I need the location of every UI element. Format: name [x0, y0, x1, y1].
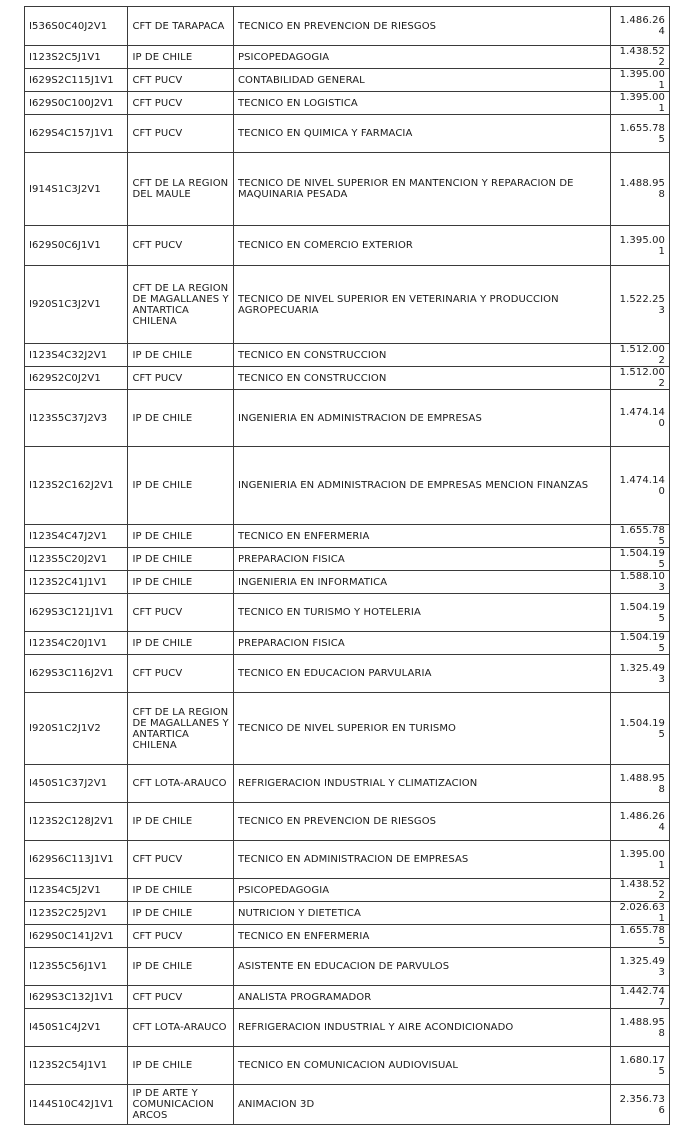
amount-cell: 1.504.195 — [610, 594, 669, 632]
amount-cell: 1.325.493 — [610, 655, 669, 693]
program-name-cell: INGENIERIA EN ADMINISTRACION DE EMPRESAS MENCION FINANZAS — [233, 447, 610, 525]
table-row — [25, 632, 670, 655]
amount-cell: 1.655.785 — [610, 115, 669, 153]
program-code-cell: I123S4C32J2V1 — [25, 344, 128, 367]
program-name-cell: TECNICO EN PREVENCION DE RIESGOS — [233, 7, 610, 46]
amount-cell: 1.512.002 — [610, 367, 669, 390]
program-name-cell: PREPARACION FISICA — [233, 548, 610, 571]
program-name-cell: ANALISTA PROGRAMADOR — [233, 986, 610, 1009]
amount-cell: 1.504.195 — [610, 693, 669, 765]
institution-cell: CFT PUCV — [128, 986, 233, 1009]
table-row — [25, 948, 670, 986]
amount-cell: 1.680.175 — [610, 1047, 669, 1085]
program-name-cell: CONTABILIDAD GENERAL — [233, 69, 610, 92]
institution-cell: IP DE CHILE — [128, 879, 233, 902]
institution-cell: IP DE CHILE — [128, 803, 233, 841]
program-name-cell: TECNICO EN ENFERMERIA — [233, 525, 610, 548]
institution-cell: IP DE CHILE — [128, 1047, 233, 1085]
program-code-cell: I123S2C162J2V1 — [25, 447, 128, 525]
table-row — [25, 226, 670, 266]
program-name-cell: TECNICO EN COMUNICACION AUDIOVISUAL — [233, 1047, 610, 1085]
institution-cell: CFT DE LA REGION DE MAGALLANES Y ANTARTICA CHILENA — [128, 693, 233, 765]
program-code-cell: I629S3C121J1V1 — [25, 594, 128, 632]
program-code-cell: I144S10C42J1V1 — [25, 1085, 128, 1125]
table-row — [25, 925, 670, 948]
amount-cell: 1.438.522 — [610, 879, 669, 902]
amount-cell: 1.486.264 — [610, 803, 669, 841]
amount-cell: 2.026.631 — [610, 902, 669, 925]
amount-cell: 1.395.001 — [610, 226, 669, 266]
program-name-cell: TECNICO EN CONSTRUCCION — [233, 367, 610, 390]
program-code-cell: I536S0C40J2V1 — [25, 7, 128, 46]
amount-cell: 1.522.253 — [610, 266, 669, 344]
amount-cell: 1.655.785 — [610, 925, 669, 948]
program-name-cell: TECNICO EN COMERCIO EXTERIOR — [233, 226, 610, 266]
program-name-cell: TECNICO DE NIVEL SUPERIOR EN VETERINARIA Y PRODUCCION AGROPECUARIA — [233, 266, 610, 344]
program-name-cell: TECNICO DE NIVEL SUPERIOR EN MANTENCION Y REPARACION DE MAQUINARIA PESADA — [233, 153, 610, 226]
program-name-cell: TECNICO EN PREVENCION DE RIESGOS — [233, 803, 610, 841]
program-code-cell: I123S2C128J2V1 — [25, 803, 128, 841]
program-code-cell: I920S1C2J1V2 — [25, 693, 128, 765]
institution-cell: CFT LOTA-ARAUCO — [128, 765, 233, 803]
amount-cell: 2.356.736 — [610, 1085, 669, 1125]
amount-cell: 1.512.002 — [610, 344, 669, 367]
program-code-cell: I629S0C100J2V1 — [25, 92, 128, 115]
program-code-cell: I629S2C115J1V1 — [25, 69, 128, 92]
amount-cell: 1.395.001 — [610, 69, 669, 92]
amount-cell: 1.504.195 — [610, 548, 669, 571]
program-code-cell: I450S1C4J2V1 — [25, 1009, 128, 1047]
institution-cell: IP DE CHILE — [128, 548, 233, 571]
table-row — [25, 841, 670, 879]
table-row — [25, 879, 670, 902]
program-code-cell: I629S0C6J1V1 — [25, 226, 128, 266]
table-row — [25, 46, 670, 69]
institution-cell: CFT LOTA-ARAUCO — [128, 1009, 233, 1047]
institution-cell: CFT PUCV — [128, 92, 233, 115]
program-name-cell: TECNICO EN CONSTRUCCION — [233, 344, 610, 367]
table-row — [25, 7, 670, 46]
amount-cell: 1.488.958 — [610, 765, 669, 803]
table-row — [25, 986, 670, 1009]
table-row — [25, 1009, 670, 1047]
program-name-cell: TECNICO EN ADMINISTRACION DE EMPRESAS — [233, 841, 610, 879]
program-code-cell: I123S2C41J1V1 — [25, 571, 128, 594]
amount-cell: 1.325.493 — [610, 948, 669, 986]
program-code-cell: I123S5C56J1V1 — [25, 948, 128, 986]
amount-cell: 1.486.264 — [610, 7, 669, 46]
table-row — [25, 525, 670, 548]
table-row — [25, 1085, 670, 1125]
program-name-cell: TECNICO EN QUIMICA Y FARMACIA — [233, 115, 610, 153]
table-row — [25, 594, 670, 632]
table-row — [25, 367, 670, 390]
institution-cell: IP DE CHILE — [128, 390, 233, 447]
amount-cell: 1.488.958 — [610, 153, 669, 226]
program-name-cell: TECNICO EN EDUCACION PARVULARIA — [233, 655, 610, 693]
institution-cell: CFT PUCV — [128, 594, 233, 632]
program-code-cell: I123S5C37J2V3 — [25, 390, 128, 447]
institution-cell: IP DE CHILE — [128, 344, 233, 367]
amount-cell: 1.438.522 — [610, 46, 669, 69]
institution-cell: CFT PUCV — [128, 655, 233, 693]
program-name-cell: TECNICO EN TURISMO Y HOTELERIA — [233, 594, 610, 632]
table-row — [25, 655, 670, 693]
institution-cell: CFT PUCV — [128, 115, 233, 153]
institution-cell: CFT DE TARAPACA — [128, 7, 233, 46]
institution-cell: CFT DE LA REGION DE MAGALLANES Y ANTARTICA CHILENA — [128, 266, 233, 344]
table-row — [25, 266, 670, 344]
amount-cell: 1.474.140 — [610, 390, 669, 447]
amount-cell: 1.395.001 — [610, 92, 669, 115]
institution-cell: IP DE CHILE — [128, 447, 233, 525]
table-row — [25, 803, 670, 841]
program-code-cell: I629S2C0J2V1 — [25, 367, 128, 390]
amount-cell: 1.474.140 — [610, 447, 669, 525]
program-code-cell: I629S3C116J2V1 — [25, 655, 128, 693]
institution-cell: IP DE ARTE Y COMUNICACION ARCOS — [128, 1085, 233, 1125]
table-row — [25, 571, 670, 594]
programs-table-body — [25, 7, 670, 1125]
institution-cell: CFT DE LA REGION DEL MAULE — [128, 153, 233, 226]
programs-table — [24, 6, 670, 1125]
amount-cell: 1.504.195 — [610, 632, 669, 655]
institution-cell: IP DE CHILE — [128, 525, 233, 548]
program-code-cell: I629S4C157J1V1 — [25, 115, 128, 153]
program-code-cell: I123S2C54J1V1 — [25, 1047, 128, 1085]
program-name-cell: TECNICO EN LOGISTICA — [233, 92, 610, 115]
table-row — [25, 344, 670, 367]
program-code-cell: I123S4C20J1V1 — [25, 632, 128, 655]
table-row — [25, 1047, 670, 1085]
institution-cell: CFT PUCV — [128, 367, 233, 390]
program-code-cell: I123S4C47J2V1 — [25, 525, 128, 548]
institution-cell: IP DE CHILE — [128, 632, 233, 655]
program-name-cell: REFRIGERACION INDUSTRIAL Y CLIMATIZACION — [233, 765, 610, 803]
table-row — [25, 390, 670, 447]
institution-cell: CFT PUCV — [128, 69, 233, 92]
amount-cell: 1.442.747 — [610, 986, 669, 1009]
program-code-cell: I629S0C141J2V1 — [25, 925, 128, 948]
program-code-cell: I450S1C37J2V1 — [25, 765, 128, 803]
program-name-cell: INGENIERIA EN ADMINISTRACION DE EMPRESAS — [233, 390, 610, 447]
program-name-cell: TECNICO EN ENFERMERIA — [233, 925, 610, 948]
program-code-cell: I123S5C20J2V1 — [25, 548, 128, 571]
table-row — [25, 115, 670, 153]
amount-cell: 1.395.001 — [610, 841, 669, 879]
institution-cell: CFT PUCV — [128, 226, 233, 266]
program-code-cell: I914S1C3J2V1 — [25, 153, 128, 226]
program-code-cell: I123S2C25J2V1 — [25, 902, 128, 925]
program-code-cell: I629S6C113J1V1 — [25, 841, 128, 879]
program-name-cell: TECNICO DE NIVEL SUPERIOR EN TURISMO — [233, 693, 610, 765]
institution-cell: CFT PUCV — [128, 925, 233, 948]
institution-cell: IP DE CHILE — [128, 571, 233, 594]
table-row — [25, 693, 670, 765]
program-name-cell: ANIMACION 3D — [233, 1085, 610, 1125]
table-row — [25, 153, 670, 226]
table-row — [25, 69, 670, 92]
program-code-cell: I629S3C132J1V1 — [25, 986, 128, 1009]
program-name-cell: PSICOPEDAGOGIA — [233, 879, 610, 902]
table-row — [25, 902, 670, 925]
amount-cell: 1.488.958 — [610, 1009, 669, 1047]
institution-cell: IP DE CHILE — [128, 948, 233, 986]
table-row — [25, 548, 670, 571]
program-name-cell: PREPARACION FISICA — [233, 632, 610, 655]
amount-cell: 1.655.785 — [610, 525, 669, 548]
program-code-cell: I123S4C5J2V1 — [25, 879, 128, 902]
institution-cell: IP DE CHILE — [128, 46, 233, 69]
program-name-cell: PSICOPEDAGOGIA — [233, 46, 610, 69]
table-row — [25, 765, 670, 803]
table-row — [25, 92, 670, 115]
institution-cell: IP DE CHILE — [128, 902, 233, 925]
program-name-cell: NUTRICION Y DIETETICA — [233, 902, 610, 925]
program-code-cell: I123S2C5J1V1 — [25, 46, 128, 69]
program-name-cell: REFRIGERACION INDUSTRIAL Y AIRE ACONDICIONADO — [233, 1009, 610, 1047]
program-code-cell: I920S1C3J2V1 — [25, 266, 128, 344]
amount-cell: 1.588.103 — [610, 571, 669, 594]
institution-cell: CFT PUCV — [128, 841, 233, 879]
document-page — [24, 6, 670, 1125]
program-name-cell: ASISTENTE EN EDUCACION DE PARVULOS — [233, 948, 610, 986]
table-row — [25, 447, 670, 525]
program-name-cell: INGENIERIA EN INFORMATICA — [233, 571, 610, 594]
